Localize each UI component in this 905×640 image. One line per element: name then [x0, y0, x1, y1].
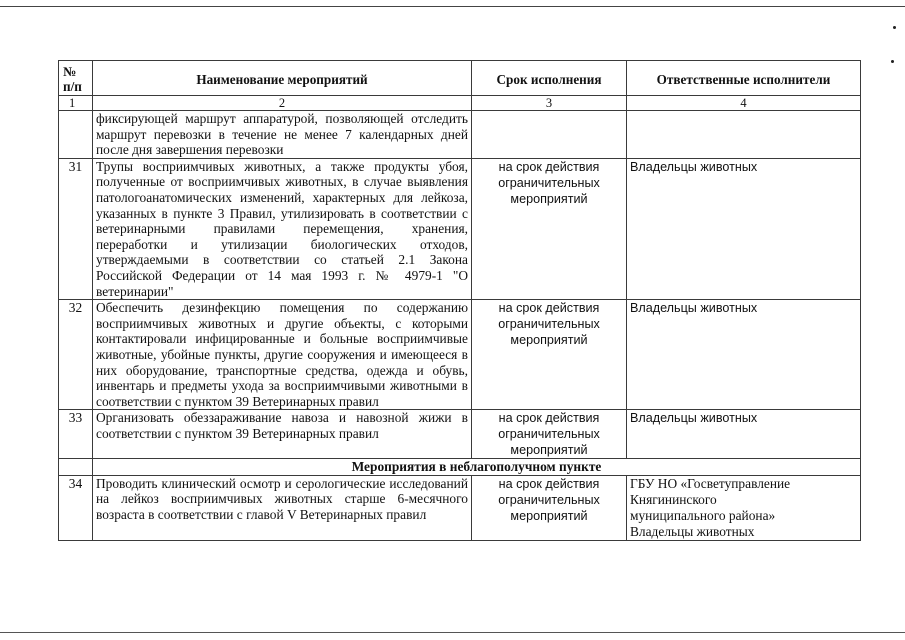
column-number: 3: [472, 96, 627, 111]
table-row: [59, 475, 861, 540]
term-text: [472, 111, 627, 159]
scan-edge-top: [0, 6, 905, 7]
header-number: № п/п: [59, 61, 93, 96]
table-header-row: [59, 61, 861, 96]
term-text: на срок действия ограничительных мероприятий: [472, 410, 627, 459]
row-number: 31: [59, 158, 93, 299]
scan-edge-bottom: [0, 632, 905, 633]
responsible-line: Владельцы животных: [630, 523, 755, 539]
column-number: 4: [627, 96, 861, 111]
header-name: Наименование мероприятий: [93, 61, 472, 96]
responsible-text: Владельцы животных: [627, 158, 861, 299]
responsible-line: ГБУ НО «Госветуправление: [630, 475, 791, 491]
column-number-row: [59, 96, 861, 111]
margin-mark: [893, 26, 896, 29]
measure-text: Трупы восприимчивых животных, а также продукты убоя, полученные от восприимчивых животных, в случае выявления патологоанатомических изменений, характерных для лейкоза, указанных в пункте 3 Правил, утилизировать в соответствии с ветеринарными правилами перемещения, хранения, переработки и утилизации биологических отходов, утверждаемыми в соответствии со статьей 2.1 Закона Российской Федерации от 14 мая 1993 г. № 4979-1 "О ветеринарии": [93, 158, 472, 299]
responsible-line: муниципального района»: [630, 507, 776, 523]
row-number: 34: [59, 475, 93, 540]
row-number: 33: [59, 410, 93, 459]
measure-text: Обеспечить дезинфекцию помещения по содержанию восприимчивых животных и другие объекты, с которыми контактировали инфицированные и больные восприимчивые животные, убойные пункты, другие сооружения и имеющееся в них оборудование, транспортные средства, одежда и обувь, инвентарь и предметы ухода за восприимчивыми животными в соответствии с пунктом 39 Ветеринарных правил: [93, 300, 472, 410]
responsible-text: [627, 475, 861, 540]
section-row: [59, 459, 861, 476]
row-number: 32: [59, 300, 93, 410]
term-text: на срок действия ограничительных мероприятий: [472, 475, 627, 540]
column-number: 2: [93, 96, 472, 111]
term-text: на срок действия ограничительных мероприятий: [472, 158, 627, 299]
responsible-text: Владельцы животных: [627, 410, 861, 459]
section-spacer: [59, 459, 93, 476]
table-row: [59, 111, 861, 159]
term-text: на срок действия ограничительных мероприятий: [472, 300, 627, 410]
margin-mark: [891, 60, 894, 63]
measure-text: фиксирующей маршрут аппаратурой, позволяющей отследить маршрут перевозки в течение не менее 7 календарных дней после дня завершения перевозки: [93, 111, 472, 159]
column-number: 1: [59, 96, 93, 111]
responsible-text: Владельцы животных: [627, 300, 861, 410]
measures-table: [58, 60, 861, 541]
section-title: Мероприятия в неблагополучном пункте: [93, 459, 861, 476]
row-number: [59, 111, 93, 159]
table-row: [59, 410, 861, 459]
header-responsible: Ответственные исполнители: [627, 61, 861, 96]
header-term: Срок исполнения: [472, 61, 627, 96]
responsible-line: Княгининского: [630, 491, 717, 507]
measure-text: Организовать обеззараживание навоза и навозной жижи в соответствии с пунктом 39 Ветеринарных правил: [93, 410, 472, 459]
measure-text: Проводить клинический осмотр и серологические исследований на лейкоз восприимчивых животных старше 6-месячного возраста в соответствии с главой V Ветеринарных правил: [93, 475, 472, 540]
table-row: [59, 300, 861, 410]
table-row: [59, 158, 861, 299]
responsible-text: [627, 111, 861, 159]
